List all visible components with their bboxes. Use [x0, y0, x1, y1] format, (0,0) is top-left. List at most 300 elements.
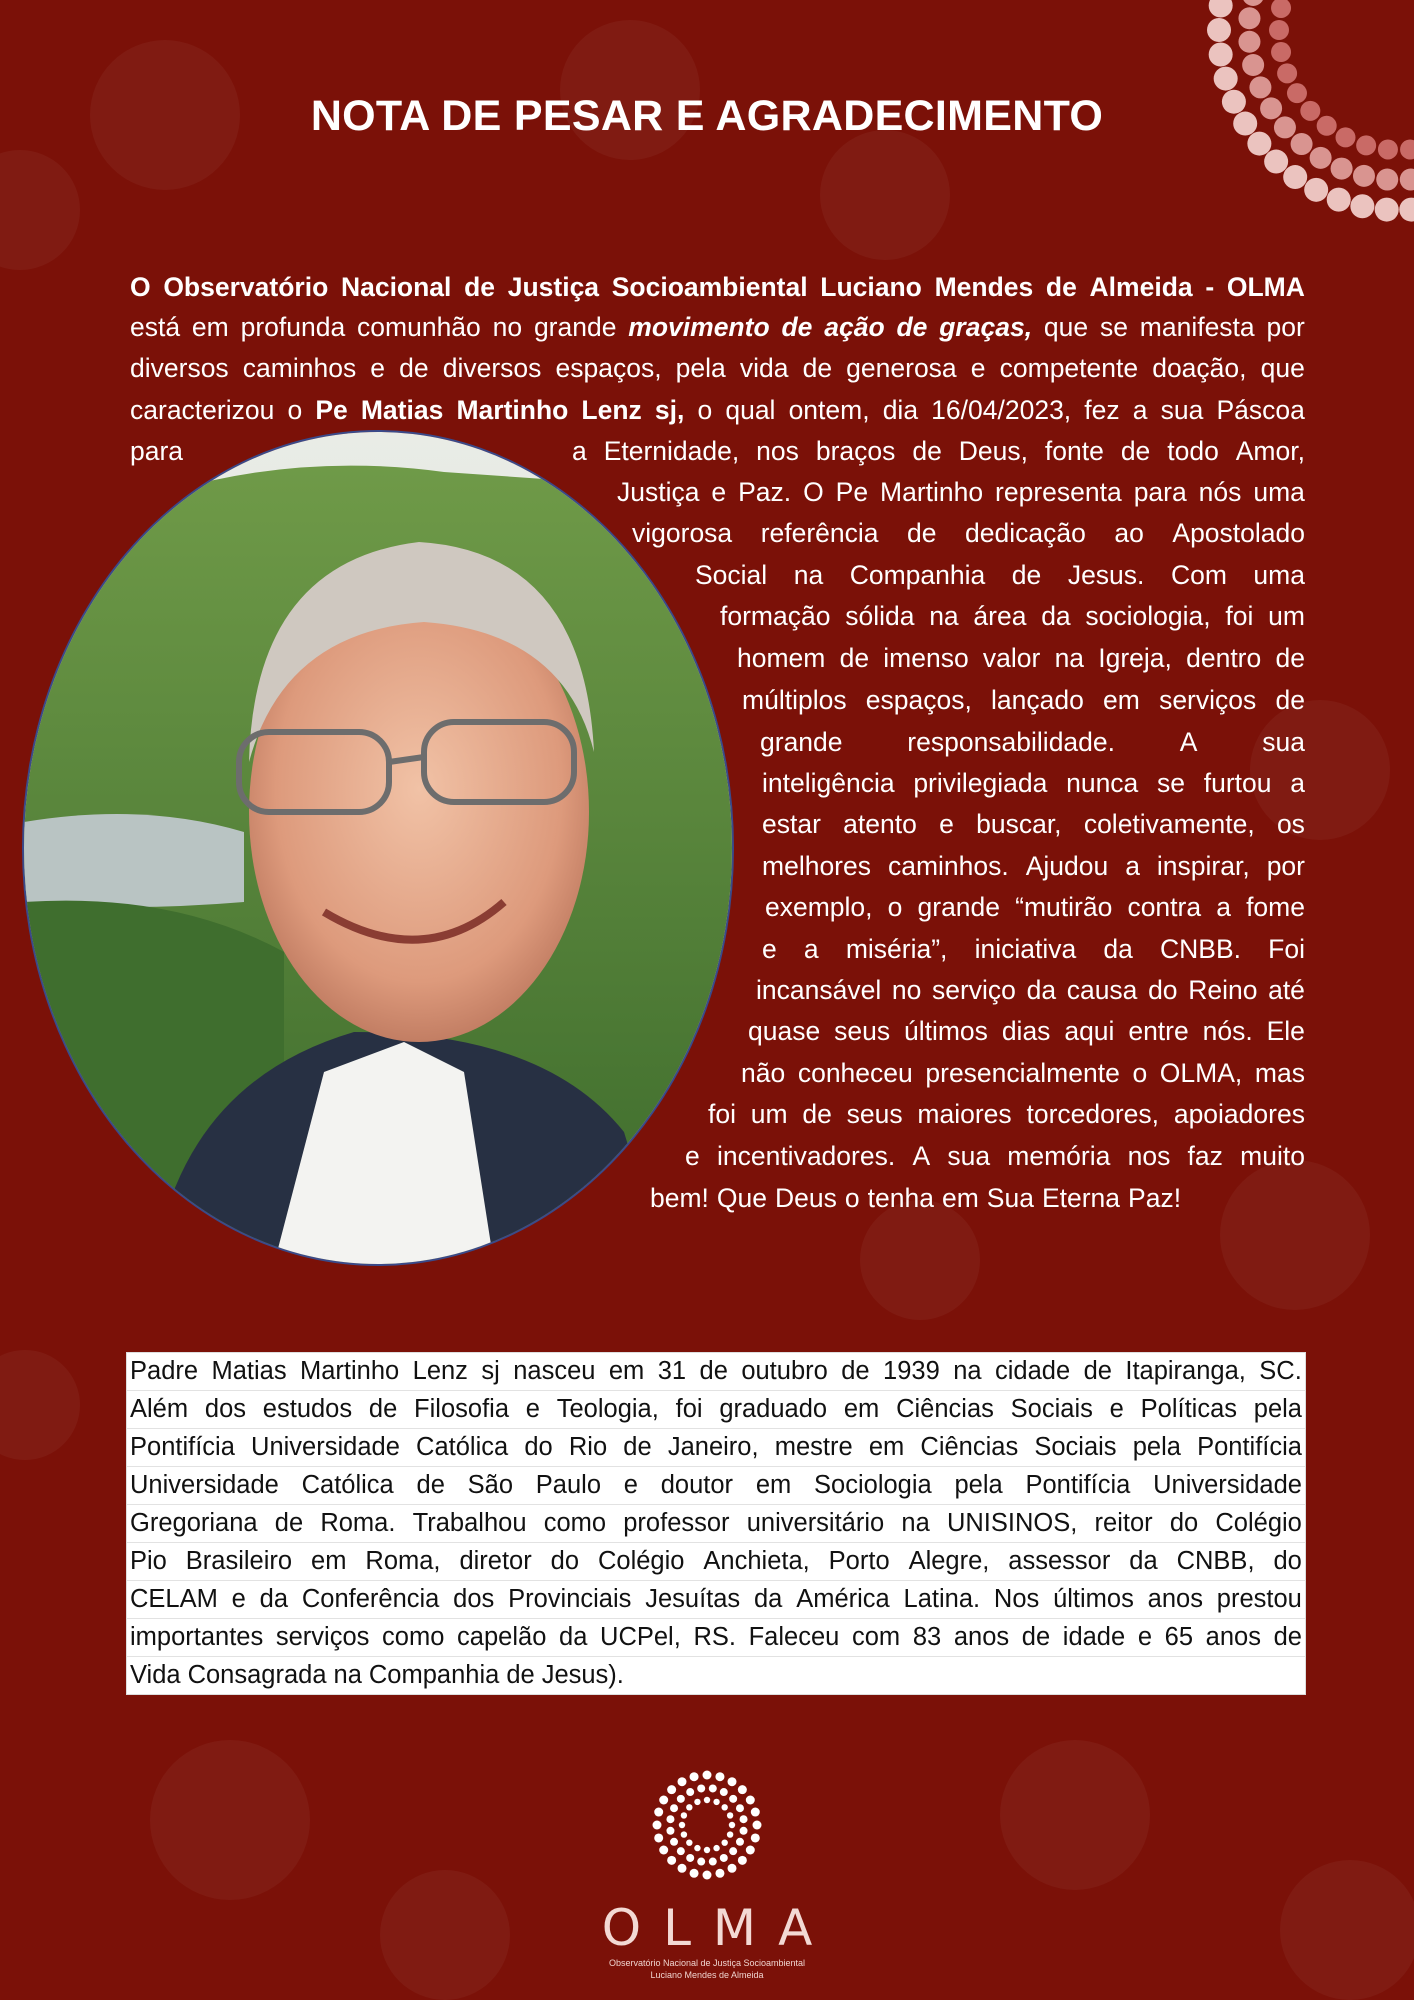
ring-dot [1331, 158, 1353, 180]
ring-dot [654, 1833, 663, 1842]
ring-dot [751, 1808, 760, 1817]
ring-dot [738, 1856, 747, 1865]
text-line [708, 1096, 1305, 1132]
text-word: a [1290, 768, 1305, 798]
text-word: sua [947, 1141, 991, 1171]
text-word: vigorosa [632, 518, 733, 548]
text-word: competente [999, 353, 1139, 383]
text-word: O [803, 477, 824, 507]
text-word: memória [1007, 1141, 1111, 1171]
ring-dot [728, 1864, 737, 1873]
text-word: tenha [867, 1183, 934, 1213]
ring-dot [690, 1869, 699, 1878]
text-word: apoiadores [1173, 1099, 1305, 1129]
ring-dot [713, 1845, 719, 1851]
text-word: Deus [775, 1183, 837, 1213]
text-word: grande [917, 892, 1001, 922]
text-line [617, 474, 1305, 510]
text-word: Eternidade, [603, 436, 740, 466]
text-word: maiores [917, 1099, 1012, 1129]
text-word: torcedores, [1026, 1099, 1160, 1129]
text-word: e [370, 353, 386, 383]
ring-dot [709, 1784, 717, 1792]
text-word: pela [675, 353, 726, 383]
ring-dot [1304, 178, 1328, 202]
ring-dot [1310, 147, 1332, 169]
text-word: foi [708, 1099, 736, 1129]
text-word: os [1276, 809, 1305, 839]
text-word: Martinho [880, 477, 984, 507]
text-word: de [1275, 643, 1305, 673]
ring-dot [679, 1822, 685, 1828]
text-word: Que [716, 1183, 768, 1213]
logo-subtitle-2: Luciano Mendes de Almeida [650, 1970, 764, 1980]
ring-dot [1242, 54, 1264, 76]
text-segment: para [130, 436, 184, 466]
ring-dot [670, 1804, 678, 1812]
portrait-photo [22, 430, 734, 1266]
text-word: entre [1128, 1016, 1189, 1046]
text-line [762, 931, 1305, 967]
text-line [685, 1138, 1305, 1174]
text-line [737, 640, 1305, 676]
ring-dot [703, 1871, 712, 1880]
ring-dot [1264, 150, 1288, 174]
text-word: furtou [1203, 768, 1272, 798]
ring-dot [686, 1804, 692, 1810]
text-word: de [1011, 560, 1042, 590]
text-word: faz [1187, 1141, 1223, 1171]
ring-dot [727, 1812, 733, 1818]
text-line [762, 848, 1305, 884]
text-word: privilegiada [913, 768, 1048, 798]
ring-dot [703, 1771, 712, 1780]
ring-dot [753, 1821, 762, 1830]
page-title: NOTA DE PESAR E AGRADECIMENTO [310, 92, 1104, 140]
ring-dot [686, 1839, 692, 1845]
ring-dot [678, 1864, 687, 1873]
text-word: de [802, 1099, 832, 1129]
bio-line: Pontifícia Universidade Católica do Rio de Janeiro, mestre em Ciências Sociais pela Pontifícia [127, 1429, 1305, 1467]
text-word: Ajudou [1025, 851, 1109, 881]
text-word: o [697, 395, 713, 425]
text-word: na [793, 560, 824, 590]
text-word: atento [843, 809, 917, 839]
text-word: e [711, 477, 727, 507]
text-word: Observatório [163, 272, 329, 302]
text-word: sólida [845, 601, 915, 631]
ring-dot [728, 1777, 737, 1786]
ring-dot [1400, 139, 1414, 159]
text-word: múltiplos [742, 685, 847, 715]
text-word: lançado [991, 685, 1084, 715]
text-word: uma [1253, 560, 1305, 590]
ring-dot [720, 1788, 728, 1796]
text-word: Deus, [958, 436, 1028, 466]
text-word: nos [1127, 1141, 1171, 1171]
text-word: dentro [1186, 643, 1262, 673]
text-word: Sua [986, 1183, 1034, 1213]
text-word: de [781, 312, 813, 342]
logo-wordmark: OLMA [601, 1899, 835, 1957]
ring-dot [720, 1854, 728, 1862]
ring-dot [659, 1846, 668, 1855]
ring-dot [1269, 20, 1289, 40]
text-word: O [130, 272, 151, 302]
text-word: doação, [1152, 353, 1247, 383]
text-word: CNBB. [1160, 934, 1241, 964]
ring-dot [736, 1838, 744, 1846]
text-word: A [912, 1141, 931, 1171]
text-word: o [287, 395, 303, 425]
ring-dot [721, 1839, 727, 1845]
text-word: se [1099, 312, 1128, 342]
text-line [756, 972, 1305, 1008]
text-line [695, 557, 1305, 593]
ring-dot [653, 1821, 662, 1830]
text-word: inspirar, [1156, 851, 1250, 881]
text-word: a [572, 436, 587, 466]
ring-dot [659, 1796, 668, 1805]
text-word: incentivadores. [716, 1141, 896, 1171]
text-word: fome [1246, 892, 1305, 922]
text-word: que [1043, 312, 1089, 342]
ring-dot [1271, 0, 1291, 18]
text-word: formação [720, 601, 831, 631]
text-line [762, 806, 1305, 842]
text-word: - [1205, 272, 1215, 302]
text-word: e [685, 1141, 700, 1171]
text-word: Com [1170, 560, 1227, 590]
text-word: de [896, 312, 928, 342]
text-word: Paz. [738, 477, 792, 507]
text-word: espaços, [865, 685, 972, 715]
text-word: Socioambiental [611, 272, 808, 302]
text-word: área [973, 601, 1027, 631]
text-word: de [839, 643, 870, 673]
ring-dot [1399, 198, 1414, 222]
text-word: ontem, [788, 395, 870, 425]
text-word: grande [760, 727, 843, 757]
ring-dot [666, 1815, 674, 1823]
bio-line: Universidade Católica de São Paulo e doutor em Sociologia pela Pontifícia Universidade [127, 1467, 1305, 1505]
olma-logo [557, 1760, 857, 1981]
text-word: de [912, 436, 942, 466]
ring-dot [1277, 63, 1297, 83]
text-word: iniciativa [974, 934, 1077, 964]
bio-line: CELAM e da Conferência dos Provinciais Jesuítas da América Latina. Nos últimos anos prestou [127, 1581, 1305, 1619]
text-word: Justiça [507, 272, 600, 302]
text-word: aqui [1064, 1016, 1115, 1046]
ring-dot [1378, 139, 1398, 159]
text-line [650, 1180, 1305, 1216]
text-word: coletivamente, [1083, 809, 1255, 839]
text-word: Martinho [456, 395, 569, 425]
text-word: sociologia, [1085, 601, 1211, 631]
text-word: para [1133, 477, 1187, 507]
text-word: uma [1253, 477, 1305, 507]
text-word: braços [815, 436, 896, 466]
ring-dot [740, 1827, 748, 1835]
text-word: no [891, 975, 922, 1005]
text-line [720, 598, 1305, 634]
text-word: da [1103, 934, 1133, 964]
text-word: nunca [1066, 768, 1139, 798]
text-line [741, 1055, 1305, 1091]
text-word: nós [1198, 477, 1242, 507]
ring-dot [1238, 7, 1260, 29]
text-word: de [464, 272, 496, 302]
ring-dot [1327, 188, 1351, 212]
text-word: exemplo, [765, 892, 873, 922]
text-word: últimos [903, 1016, 988, 1046]
text-word: até [1268, 975, 1305, 1005]
portrait-image [24, 432, 732, 1264]
text-word: OLMA [1226, 272, 1305, 302]
text-word: e [970, 353, 986, 383]
text-word: de [907, 518, 937, 548]
text-word: a [1125, 851, 1140, 881]
text-line [748, 1013, 1305, 1049]
ring-dot [677, 1795, 685, 1803]
text-word: melhores [762, 851, 871, 881]
text-word: profunda [240, 312, 346, 342]
text-word: Reino [1188, 975, 1258, 1005]
text-word: , [1024, 312, 1033, 342]
ring-dot [670, 1838, 678, 1846]
bio-line: importantes serviços como capelão da UCPel, RS. Faleceu com 83 anos de idade e 65 anos de [127, 1619, 1305, 1657]
text-word: no [492, 312, 523, 342]
text-word: a [803, 934, 819, 964]
text-word: caracterizou [130, 395, 275, 425]
text-word: seus [846, 1099, 903, 1129]
ring-dot [1375, 198, 1399, 222]
text-word: o [1132, 1058, 1148, 1088]
text-word: Foi [1268, 934, 1305, 964]
ring-dot [1238, 31, 1260, 53]
text-word: dias [1001, 1016, 1051, 1046]
olma-dot-ring-icon [642, 1760, 772, 1890]
ring-dot [678, 1777, 687, 1786]
text-word: Almeida [1089, 272, 1193, 302]
text-word: na [929, 601, 959, 631]
text-word: inteligência [762, 768, 895, 798]
text-word: incansável [756, 975, 882, 1005]
text-word: nos [756, 436, 799, 466]
text-word: de [399, 353, 429, 383]
ring-dot [1283, 165, 1307, 189]
text-word: OLMA, [1159, 1058, 1243, 1088]
text-word: diversos [442, 353, 542, 383]
text-word: em [941, 1183, 979, 1213]
text-word: Mendes [934, 272, 1034, 302]
text-word: o [887, 892, 903, 922]
text-word: Justiça [617, 477, 700, 507]
text-word: foi [1225, 601, 1254, 631]
text-word: Pe [835, 477, 869, 507]
text-word: Apostolado [1172, 518, 1305, 548]
text-word: da [1026, 975, 1057, 1005]
bio-line: Vida Consagrada na Companhia de Jesus). [130, 1661, 624, 1689]
text-word: a [1216, 892, 1231, 922]
text-word: responsabilidade. [907, 727, 1116, 757]
ring-dot [694, 1845, 700, 1851]
text-word: caminhos [242, 353, 357, 383]
text-line [130, 433, 1305, 469]
text-word: o [844, 1183, 860, 1213]
text-word: serviço [931, 975, 1016, 1005]
ring-dot [704, 1847, 710, 1853]
text-word: sua [1262, 727, 1305, 757]
text-word: Lenz [581, 395, 642, 425]
text-word: Pe [315, 395, 348, 425]
text-word: ao [1114, 518, 1144, 548]
ring-dot [1376, 169, 1398, 191]
text-word: a [1132, 395, 1148, 425]
ring-dot [1271, 42, 1291, 62]
ring-dot [697, 1784, 705, 1792]
ring-dot [1209, 0, 1233, 17]
text-word: e [762, 934, 777, 964]
text-word: Paz! [1128, 1183, 1182, 1213]
text-word: se [1157, 768, 1186, 798]
ring-dot [681, 1812, 687, 1818]
text-word: generosa [846, 353, 957, 383]
text-word: Social [695, 560, 768, 590]
text-word: um [750, 1099, 788, 1129]
text-word: em [191, 312, 229, 342]
ring-dot [690, 1772, 699, 1781]
ring-dot [729, 1822, 735, 1828]
text-word: caminhos. [887, 851, 1009, 881]
text-word: Eterna [1041, 1183, 1121, 1213]
text-word: do [1148, 975, 1178, 1005]
text-word: da [1041, 601, 1071, 631]
ring-dot [667, 1856, 676, 1865]
text-word: Igreja, [1098, 643, 1172, 673]
ring-dot [667, 1785, 676, 1794]
text-word: seus [834, 1016, 891, 1046]
text-word: comunhão [357, 312, 481, 342]
text-word: sj, [654, 395, 685, 425]
text-word: de [1120, 436, 1151, 466]
text-segment [572, 433, 1305, 469]
text-word: espaços, [555, 353, 662, 383]
text-word: A [1179, 727, 1198, 757]
text-word: movimento [628, 312, 770, 342]
text-word: na [1054, 643, 1085, 673]
text-word: que [1260, 353, 1305, 383]
text-word: por [1266, 312, 1305, 342]
text-word: “mutirão [1015, 892, 1113, 922]
text-line [742, 682, 1305, 718]
text-word: muito [1240, 1141, 1305, 1171]
ring-dot [729, 1847, 737, 1855]
ring-dot [727, 1831, 733, 1837]
ring-dot [736, 1804, 744, 1812]
text-word: Páscoa [1216, 395, 1305, 425]
text-word: fonte [1044, 436, 1104, 466]
text-word: dedicação [965, 518, 1086, 548]
text-word: ação [824, 312, 885, 342]
text-word: conheceu [797, 1058, 913, 1088]
text-line [762, 765, 1305, 801]
text-line [632, 515, 1305, 551]
text-word: está [130, 312, 181, 342]
ring-dot [686, 1788, 694, 1796]
ring-dot [721, 1804, 727, 1810]
ring-dot [697, 1858, 705, 1866]
text-word: em [1103, 685, 1140, 715]
text-word: causa [1066, 975, 1138, 1005]
text-word: vida [739, 353, 789, 383]
text-word: representa [995, 477, 1122, 507]
biography-box [126, 1352, 1306, 1695]
ring-dot [1400, 169, 1414, 191]
text-word: Ele [1266, 1016, 1305, 1046]
logo-subtitle-1: Observatório Nacional de Justiça Socioambiental [608, 1958, 806, 1968]
ring-dot [686, 1854, 694, 1862]
ring-dot [704, 1797, 710, 1803]
text-word: Companhia [849, 560, 986, 590]
text-word: Nacional [340, 272, 452, 302]
text-word: serviços [1159, 685, 1257, 715]
text-word: de [1275, 685, 1305, 715]
text-word: e [939, 809, 954, 839]
text-word: não [741, 1058, 786, 1088]
text-word: um [1268, 601, 1305, 631]
text-word: todo [1167, 436, 1219, 466]
ring-dot [1207, 18, 1231, 42]
ring-dot [746, 1846, 755, 1855]
ring-dot [1350, 194, 1374, 218]
text-word: fez [1084, 395, 1120, 425]
text-word: Amor, [1235, 436, 1305, 466]
bio-line: Padre Matias Martinho Lenz sj nasceu em 31 de outubro de 1939 na cidade de Itapiranga, SC. [127, 1353, 1305, 1391]
ring-dot [715, 1869, 724, 1878]
bio-line: Pio Brasileiro em Roma, diretor do Colégio Anchieta, Porto Alegre, assessor da CNBB, do [127, 1543, 1305, 1581]
ring-dot [654, 1808, 663, 1817]
ring-dot [1214, 67, 1238, 91]
text-word: qual [725, 395, 776, 425]
text-word: 16/04/2023, [931, 395, 1072, 425]
text-word: sua [1160, 395, 1204, 425]
ring-dot [709, 1858, 717, 1866]
text-line [130, 269, 1305, 305]
text-word: de [802, 353, 833, 383]
text-word: quase [748, 1016, 821, 1046]
text-word: de [1045, 272, 1077, 302]
text-line [765, 889, 1305, 925]
ring-dot [1353, 165, 1375, 187]
ring-dot [740, 1815, 748, 1823]
text-word: presencialmente [925, 1058, 1120, 1088]
ring-dot [713, 1799, 719, 1805]
text-word: estar [762, 809, 821, 839]
text-word: grande [533, 312, 617, 342]
text-line [130, 350, 1305, 386]
ring-dot [738, 1785, 747, 1794]
bio-line: Gregoriana de Roma. Trabalhou como professor universitário na UNISINOS, reitor do Colégio [127, 1505, 1305, 1543]
text-word: buscar, [976, 809, 1062, 839]
ring-dot [1209, 43, 1233, 67]
text-line [130, 309, 1305, 345]
text-line [130, 392, 1305, 428]
bio-line: Além dos estudos de Filosofia e Teologia, foi graduado em Ciências Sociais e Políticas pela [127, 1391, 1305, 1429]
text-word: homem [737, 643, 826, 673]
ring-dot [677, 1847, 685, 1855]
ring-dot [681, 1831, 687, 1837]
